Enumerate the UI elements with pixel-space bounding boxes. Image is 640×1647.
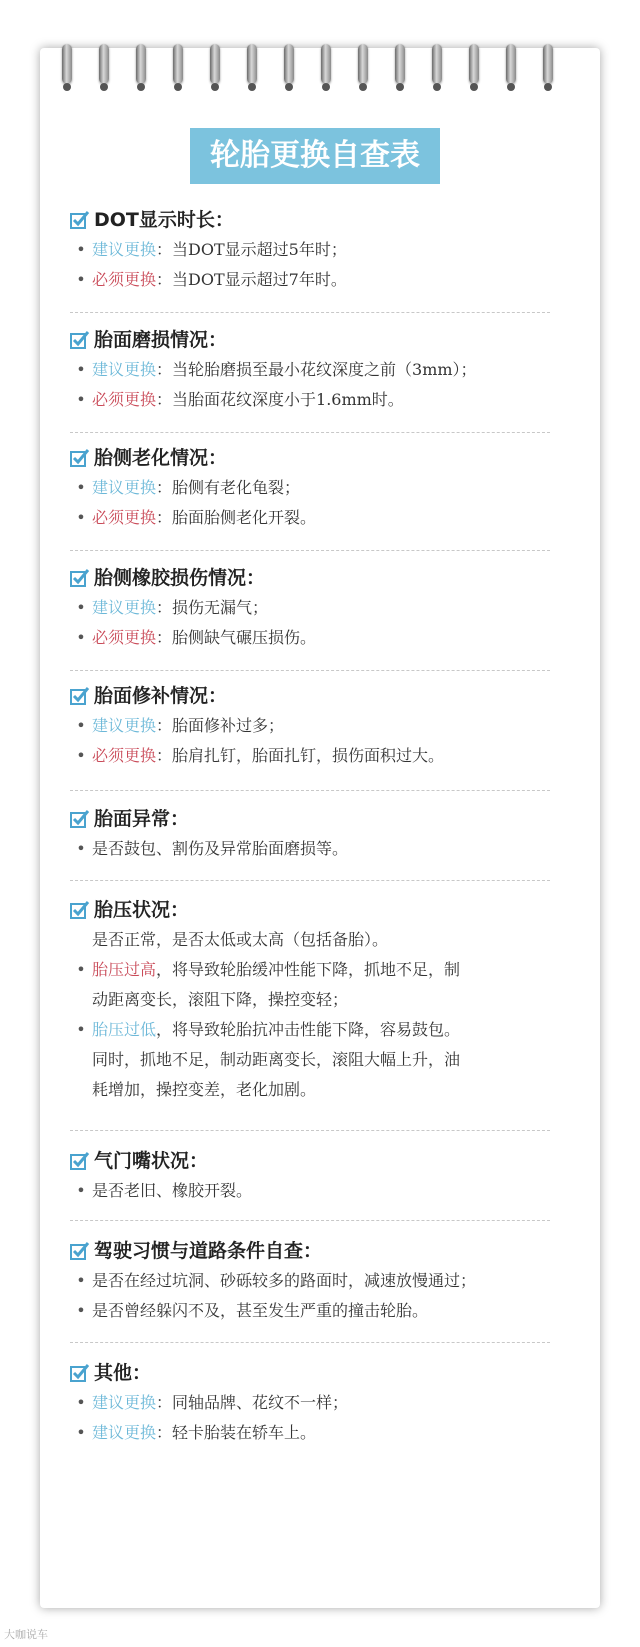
bullet: • bbox=[76, 508, 86, 527]
binding-ring bbox=[395, 44, 405, 84]
list-item: • 是否鼓包、割伤及异常胎面磨损等。 bbox=[70, 834, 570, 864]
list-item: • 必须更换：胎面胎侧老化开裂。 bbox=[70, 503, 570, 533]
divider bbox=[70, 790, 550, 791]
binding-ring bbox=[136, 44, 146, 84]
binding-ring bbox=[432, 44, 442, 84]
checkbox-checked-icon bbox=[70, 1151, 90, 1171]
bullet: • bbox=[76, 746, 86, 765]
binding-ring bbox=[99, 44, 109, 84]
list-item: • 是否老旧、橡胶开裂。 bbox=[70, 1176, 570, 1206]
bullet: • bbox=[76, 478, 86, 497]
suggest-tag: 建议更换 bbox=[92, 1423, 157, 1442]
divider bbox=[70, 880, 550, 881]
section-heading: 胎面异常： bbox=[70, 804, 570, 834]
must-tag: 必须更换 bbox=[92, 270, 157, 289]
list-item-continued: 同时，抓地不足，制动距离变长，滚阻大幅上升，油 bbox=[92, 1050, 461, 1069]
list-item: • 建议更换：同轴品牌、花纹不一样； bbox=[70, 1388, 570, 1418]
section-driving-habits bbox=[70, 1236, 570, 1326]
section-heading: 其他： bbox=[70, 1358, 570, 1388]
list-item: • 建议更换：当DOT显示超过5年时； bbox=[70, 235, 570, 265]
bullet: • bbox=[76, 1271, 86, 1290]
section-sidewall-aging bbox=[70, 443, 570, 533]
divider bbox=[70, 432, 550, 433]
pressure-low-tag: 胎压过低 bbox=[92, 1020, 157, 1039]
list-item: • 必须更换：当DOT显示超过7年时。 bbox=[70, 265, 570, 295]
section-heading: 气门嘴状况： bbox=[70, 1146, 570, 1176]
checkbox-checked-icon bbox=[70, 900, 90, 920]
list-item-continued: 耗增加，操控变差，老化加剧。 bbox=[92, 1080, 317, 1099]
suggest-tag: 建议更换 bbox=[92, 716, 157, 735]
checkbox-checked-icon bbox=[70, 448, 90, 468]
bullet: • bbox=[76, 1423, 86, 1442]
suggest-tag: 建议更换 bbox=[92, 1393, 157, 1412]
must-tag: 必须更换 bbox=[92, 628, 157, 647]
section-other bbox=[70, 1358, 570, 1448]
list-item: • 建议更换：当轮胎磨损至最小花纹深度之前（3mm）； bbox=[70, 355, 570, 385]
list-item: • 必须更换：当胎面花纹深度小于1.6mm时。 bbox=[70, 385, 570, 415]
must-tag: 必须更换 bbox=[92, 508, 157, 527]
suggest-tag: 建议更换 bbox=[92, 478, 157, 497]
binding-ring bbox=[284, 44, 294, 84]
divider bbox=[70, 312, 550, 313]
checkbox-checked-icon bbox=[70, 809, 90, 829]
bullet: • bbox=[76, 1301, 86, 1320]
bullet: • bbox=[76, 628, 86, 647]
list-item: • 必须更换：胎肩扎钉，胎面扎钉，损伤面积过大。 bbox=[70, 741, 570, 771]
list-item: • 建议更换：损伤无漏气； bbox=[70, 593, 570, 623]
bullet: • bbox=[76, 390, 86, 409]
suggest-tag: 建议更换 bbox=[92, 598, 157, 617]
binding-ring bbox=[210, 44, 220, 84]
bullet: • bbox=[76, 240, 86, 259]
list-item: • 必须更换：胎侧缺气碾压损伤。 bbox=[70, 623, 570, 653]
section-heading: 胎压状况： bbox=[70, 895, 570, 925]
suggest-tag: 建议更换 bbox=[92, 360, 157, 379]
section-heading: 胎侧老化情况： bbox=[70, 443, 570, 473]
divider bbox=[70, 1220, 550, 1221]
pressure-high-tag: 胎压过高 bbox=[92, 960, 157, 979]
checkbox-checked-icon bbox=[70, 1241, 90, 1261]
divider bbox=[70, 1130, 550, 1131]
binding-ring bbox=[173, 44, 183, 84]
section-dot bbox=[70, 205, 570, 295]
spiral-binding bbox=[62, 44, 582, 88]
checkbox-checked-icon bbox=[70, 210, 90, 230]
must-tag: 必须更换 bbox=[92, 390, 157, 409]
suggest-tag: 建议更换 bbox=[92, 240, 157, 259]
section-heading: 胎面磨损情况： bbox=[70, 325, 570, 355]
section-tread-abnormal bbox=[70, 804, 570, 864]
checkbox-checked-icon bbox=[70, 1363, 90, 1383]
list-item: • 建议更换：胎面修补过多； bbox=[70, 711, 570, 741]
binding-ring bbox=[506, 44, 516, 84]
checkbox-checked-icon bbox=[70, 686, 90, 706]
list-item: • 建议更换：胎侧有老化龟裂； bbox=[70, 473, 570, 503]
divider bbox=[70, 670, 550, 671]
binding-ring bbox=[321, 44, 331, 84]
binding-ring bbox=[62, 44, 72, 84]
section-heading: 驾驶习惯与道路条件自查： bbox=[70, 1236, 570, 1266]
binding-ring bbox=[469, 44, 479, 84]
bullet: • bbox=[76, 839, 86, 858]
divider bbox=[70, 550, 550, 551]
bullet: • bbox=[76, 598, 86, 617]
section-tread-repair bbox=[70, 681, 570, 771]
list-item-continued: 动距离变长，滚阻下降，操控变轻； bbox=[92, 990, 349, 1009]
section-heading: DOT显示时长： bbox=[70, 205, 570, 235]
binding-ring bbox=[358, 44, 368, 84]
list-item: • 胎压过低，将导致轮胎抗冲击性能下降，容易鼓包。 bbox=[70, 1015, 570, 1045]
page-title: 轮胎更换自查表 bbox=[190, 128, 440, 184]
bullet: • bbox=[76, 1393, 86, 1412]
bullet: • bbox=[76, 960, 86, 979]
section-heading: 胎侧橡胶损伤情况： bbox=[70, 563, 570, 593]
section-tread-wear bbox=[70, 325, 570, 415]
bullet: • bbox=[76, 270, 86, 289]
must-tag: 必须更换 bbox=[92, 746, 157, 765]
bullet: • bbox=[76, 716, 86, 735]
checkbox-checked-icon bbox=[70, 330, 90, 350]
bullet: • bbox=[76, 1181, 86, 1200]
list-item: • 建议更换：轻卡胎装在轿车上。 bbox=[70, 1418, 570, 1448]
pressure-intro: 是否正常，是否太低或太高（包括备胎）。 bbox=[92, 930, 389, 949]
section-tire-pressure bbox=[70, 895, 570, 1105]
binding-ring bbox=[543, 44, 553, 84]
list-item: • 是否在经过坑洞、砂砾较多的路面时，减速放慢通过； bbox=[70, 1266, 570, 1296]
binding-ring bbox=[247, 44, 257, 84]
section-heading: 胎面修补情况： bbox=[70, 681, 570, 711]
section-valve bbox=[70, 1146, 570, 1206]
divider bbox=[70, 1342, 550, 1343]
section-sidewall-damage bbox=[70, 563, 570, 653]
bullet: • bbox=[76, 1020, 86, 1039]
checkbox-checked-icon bbox=[70, 568, 90, 588]
bullet: • bbox=[76, 360, 86, 379]
list-item: • 是否曾经躲闪不及，甚至发生严重的撞击轮胎。 bbox=[70, 1296, 570, 1326]
watermark: 大咖说车 bbox=[4, 1628, 48, 1641]
list-item: • 胎压过高，将导致轮胎缓冲性能下降，抓地不足，制 bbox=[70, 955, 570, 985]
